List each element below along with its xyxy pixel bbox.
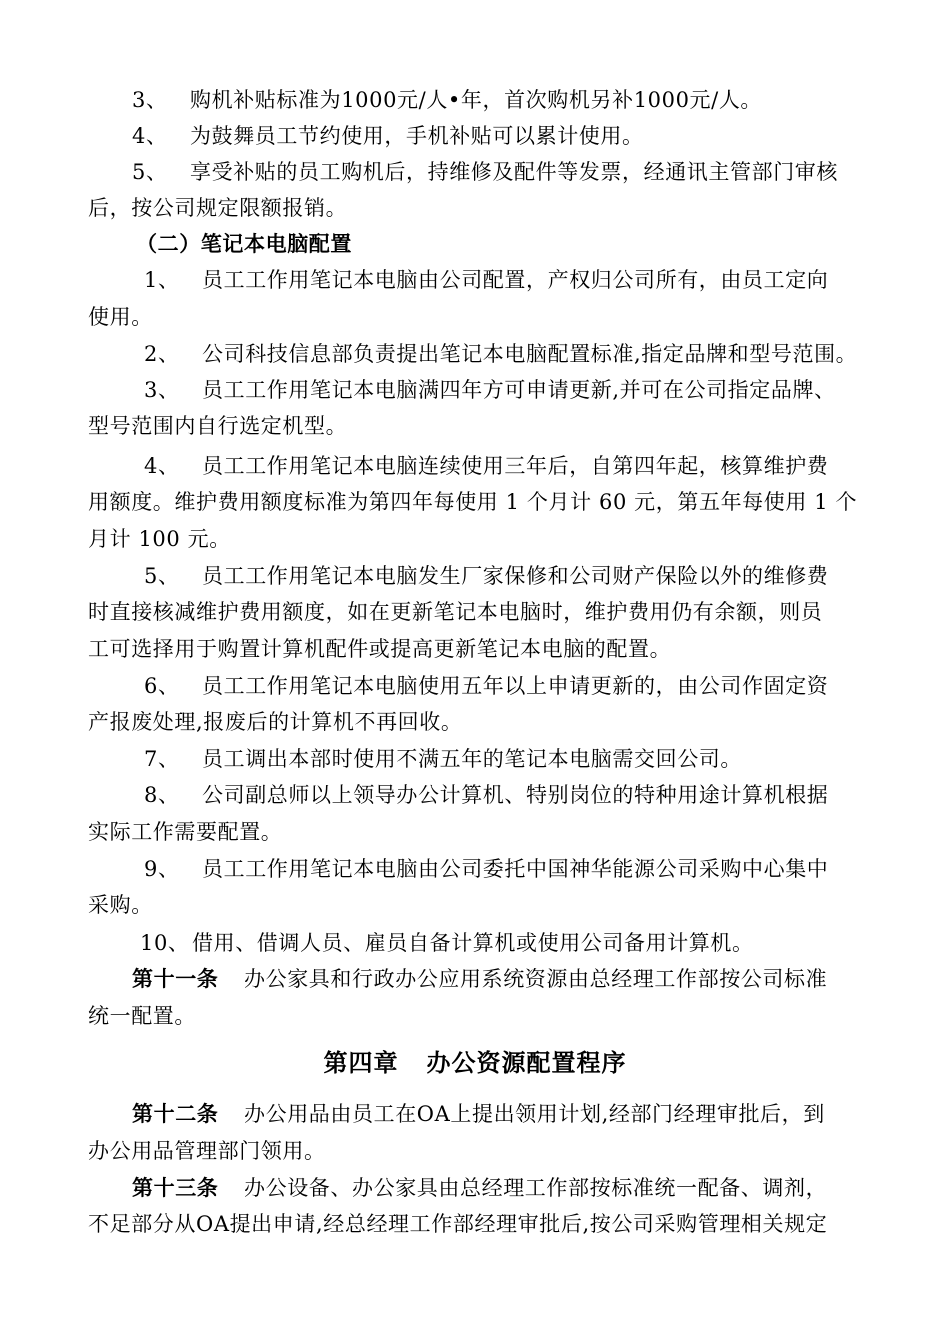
item-text-continuation: 工可选择用于购置计算机配件或提高更新笔记本电脑的配置。 <box>88 637 672 661</box>
item-text: 员工工作用笔记本电脑由公司配置，产权归公司所有，由员工定向 <box>202 268 829 292</box>
item-text: 员工工作用笔记本电脑发生厂家保修和公司财产保险以外的维修费 <box>202 564 829 588</box>
chapter-heading <box>0 1048 950 1078</box>
chapter-title: 办公资源配置程序 <box>426 1048 627 1077</box>
list-item <box>88 856 924 882</box>
item-text: 购机补贴标准为1000元/人•年，首次购机另补1000元/人。 <box>190 88 763 112</box>
item-text-continuation: 使用。 <box>88 305 153 329</box>
article-paragraph <box>88 1101 912 1127</box>
article-label: 第十二条 <box>132 1101 219 1126</box>
item-number: 4、 <box>144 454 180 478</box>
item-text: 员工工作用笔记本电脑由公司委托中国神华能源公司采购中心集中 <box>202 857 829 881</box>
item-text: 公司副总师以上领导办公计算机、特别岗位的特种用途计算机根据 <box>202 783 829 807</box>
item-number: 2、 <box>144 342 180 366</box>
list-item <box>88 782 924 808</box>
item-text: 公司科技信息部负责提出笔记本电脑配置标准,指定品牌和型号范围。 <box>202 342 858 366</box>
list-item <box>88 746 924 772</box>
item-number: 5、 <box>144 564 180 588</box>
article-label: 第十三条 <box>132 1175 219 1200</box>
list-item <box>88 159 912 185</box>
item-number: 7、 <box>144 747 180 771</box>
list-item <box>88 673 924 699</box>
list-item <box>88 341 924 367</box>
item-text-continuation: 采购。 <box>88 893 153 917</box>
item-number: 5、 <box>132 160 168 184</box>
item-number: 3、 <box>132 88 168 112</box>
item-text-continuation: 型号范围内自行选定机型。 <box>88 414 348 438</box>
item-text-continuation: 实际工作需要配置。 <box>88 820 283 844</box>
item-text: 员工工作用笔记本电脑满四年方可申请更新,并可在公司指定品牌、 <box>202 378 836 402</box>
item-text: 享受补贴的员工购机后，持维修及配件等发票，经通讯主管部门审核 <box>190 160 838 184</box>
item-text: 员工调出本部时使用不满五年的笔记本电脑需交回公司。 <box>202 747 742 771</box>
article-text: 办公用品由员工在OA上提出领用计划,经部门经理审批后，到 <box>244 1102 825 1126</box>
article-text: 办公设备、办公家具由总经理工作部按标准统一配备、调剂， <box>244 1176 828 1200</box>
article-text-continuation: 办公用品管理部门领用。 <box>88 1139 326 1163</box>
item-text-continuation: 时直接核减维护费用额度，如在更新笔记本电脑时，维护费用仍有余额，则员 <box>88 600 823 624</box>
item-number: 8、 <box>144 783 180 807</box>
list-item <box>88 87 912 113</box>
list-item <box>88 563 924 589</box>
article-label: 第十一条 <box>132 966 219 991</box>
list-item <box>88 377 924 403</box>
article-text: 办公家具和行政办公应用系统资源由总经理工作部按公司标准 <box>244 967 828 991</box>
item-text: 借用、借调人员、雇员自备计算机或使用公司备用计算机。 <box>192 931 754 955</box>
list-item <box>88 930 920 956</box>
item-text-continuation: 月计 100 元。 <box>88 527 231 551</box>
article-text-continuation: 统一配置。 <box>88 1004 196 1028</box>
item-number: 10、 <box>140 931 190 955</box>
item-text-continuation: 后，按公司规定限额报销。 <box>88 196 348 220</box>
item-text: 员工工作用笔记本电脑使用五年以上申请更新的，由公司作固定资 <box>202 674 829 698</box>
list-item <box>88 453 924 479</box>
item-number: 6、 <box>144 674 180 698</box>
article-paragraph <box>88 1175 912 1201</box>
item-number: 4、 <box>132 124 168 148</box>
article-paragraph <box>88 966 912 992</box>
item-number: 3、 <box>144 378 180 402</box>
item-text: 为鼓舞员工节约使用，手机补贴可以累计使用。 <box>190 124 644 148</box>
section-heading: （二）笔记本电脑配置 <box>136 231 352 256</box>
chapter-number: 第四章 <box>323 1048 399 1077</box>
item-text-continuation: 产报废处理,报废后的计算机不再回收。 <box>88 710 463 734</box>
list-item <box>88 267 924 293</box>
article-text-continuation: 不足部分从OA提出申请,经总经理工作部经理审批后,按公司采购管理相关规定 <box>88 1212 828 1236</box>
list-item <box>88 123 912 149</box>
item-text: 员工工作用笔记本电脑连续使用三年后，自第四年起，核算维护费 <box>202 454 829 478</box>
item-number: 9、 <box>144 857 180 881</box>
item-text-continuation: 用额度。维护费用额度标准为第四年每使用 1 个月计 60 元，第五年每使用 1 个 <box>88 490 858 514</box>
item-number: 1、 <box>144 268 180 292</box>
